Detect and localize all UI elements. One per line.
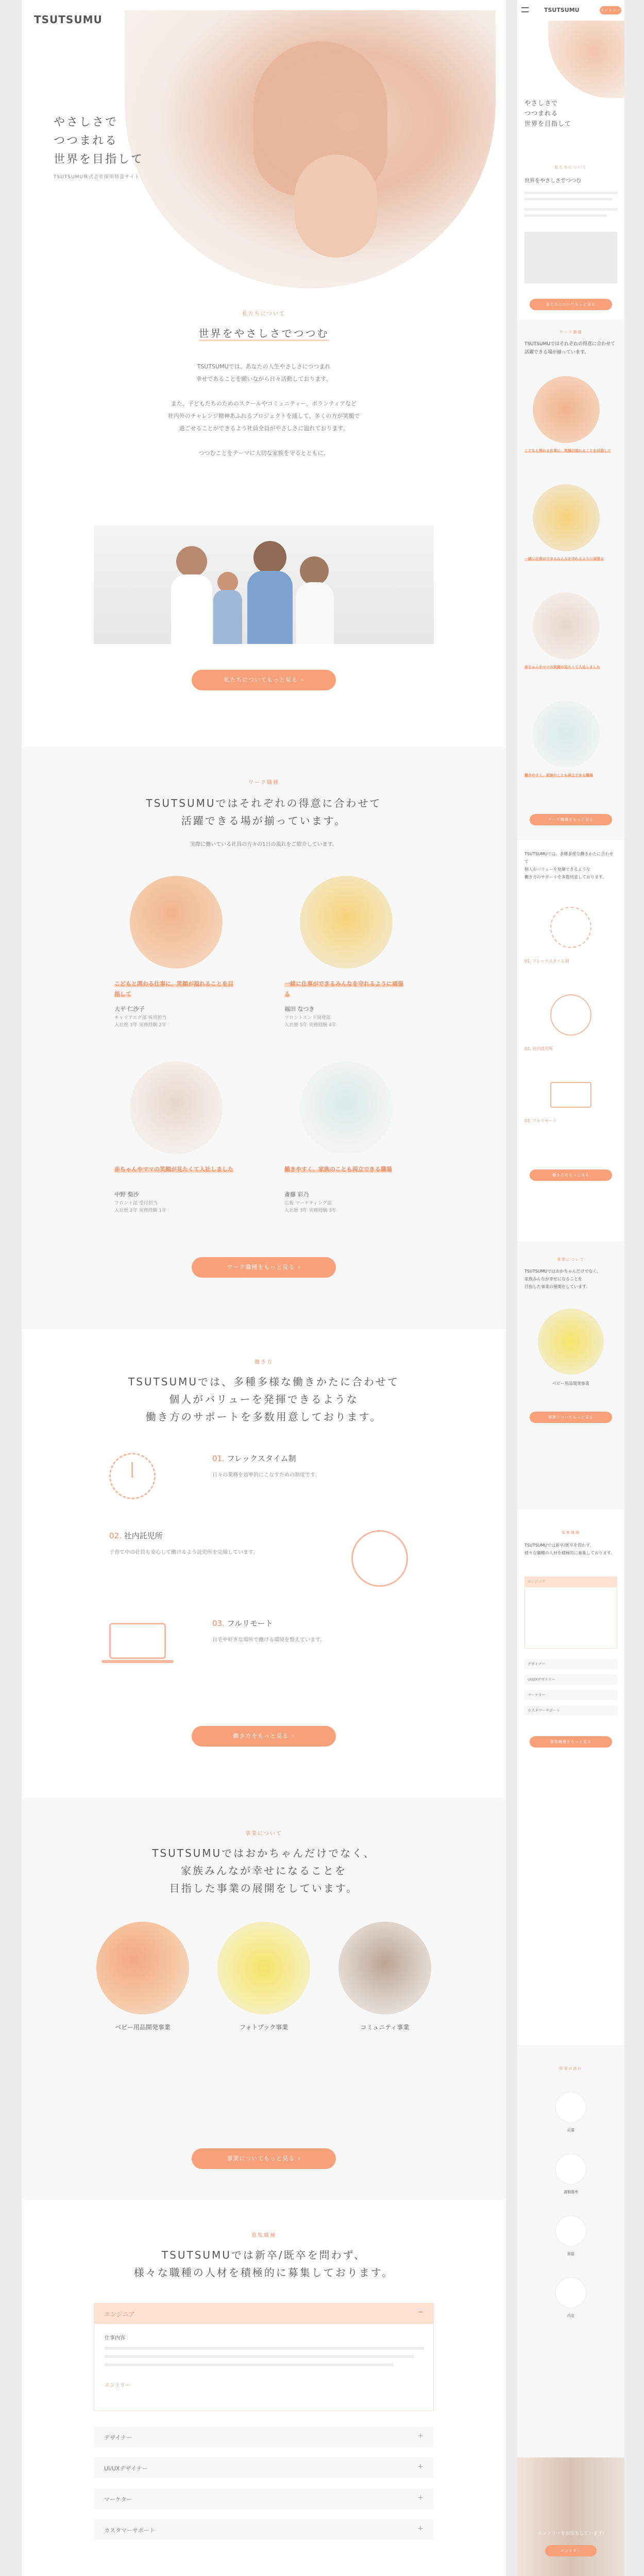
sp-body-line [524,208,617,211]
sp-section-title: TSUTSUMUでは、多種多様な働きかたに合わせて 個人がバリューを発揮できるような 働き方のサポートを多数用意しております。 [524,852,614,879]
job-accordion-open[interactable] [94,2303,434,2324]
plus-icon: + [417,2463,423,2471]
job-name: マーケター [104,2496,132,2503]
sp-workstyle-heading: 03. フルリモート [524,1118,557,1123]
business-more-button[interactable]: 事業についてもっと見る › [192,2148,336,2169]
sp-workstyle-heading: 02. 社内託児所 [524,1046,553,1051]
workstyle-heading: 02. 社内託児所 [109,1531,163,1540]
sp-entry-button[interactable]: エントリー [600,6,621,14]
person-photo [130,876,223,969]
about-more-button[interactable]: 私たちについてもっと見る › [192,670,336,690]
person-role: 入社歴 3年 実務経験 3年 [284,1208,337,1213]
person-role: フロントエンド開発部 [284,1015,331,1021]
sp-step-name: 書類選考 [564,2190,578,2194]
family-photo [94,526,434,644]
person-quote: 一緒に仕事ができるみんなを守れるように頑張る [284,980,403,997]
minus-icon: − [417,2308,423,2316]
sp-person-quote: 一緒に仕事ができるみんなを守れるように頑張る [524,557,604,561]
sp-workstyle-more-button[interactable]: 働き方をもっと見る [530,1170,612,1181]
plus-icon: + [417,2494,423,2502]
person-name: 斎藤 彩乃 [284,1191,309,1198]
job-detail-label: 仕事内容 [105,2335,125,2341]
sp-job-accordion[interactable]: デザイナー [524,1659,617,1669]
plus-icon: + [417,2524,423,2533]
hero-image [125,10,496,289]
sp-step-name: 内定 [567,2314,574,2318]
person-name: 中野 梨沙 [114,1191,139,1198]
sp-section-label: 採用の流れ [559,2066,583,2071]
person-role: 入社歴 3年 実務経験 2年 [114,1023,167,1028]
sp-laptop-icon [550,1082,591,1108]
sp-person-photo [533,592,600,659]
sp-about-more-button[interactable]: 私たちについてもっと見る [530,299,612,310]
laptop-base [101,1660,174,1663]
workstyle-section [22,1329,506,1798]
sp-job-accordion[interactable]: UI/UXデザイナー [524,1674,617,1685]
sp-section-label: 私たちについて [554,165,587,170]
baby-icon [351,1530,408,1587]
sp-page [517,0,624,2576]
section-title: TSUTSUMUではそれぞれの得意に合わせて 活躍できる場が揃っています。 [146,797,382,827]
sp-work-more-button[interactable]: ワーク職種をもっと見る [530,814,612,825]
person-role: フロント部 受付担当 [114,1201,158,1206]
sp-business [517,1242,624,1510]
work-sub: 実際に働いている社員の方々の1日の流れをご紹介しています。 [190,842,337,848]
sp-job-accordion-open[interactable]: エンジニア [524,1577,617,1587]
person-photo [130,1061,223,1154]
sp-work [517,319,624,840]
sp-step-icon [555,2154,586,2184]
job-name: カスタマーサポート [104,2527,155,2534]
business-photo [96,1922,189,2014]
hamburger-icon[interactable] [521,7,529,12]
sp-job-detail [524,1587,617,1649]
sp-workstyle-heading: 01. フレックスタイム制 [524,959,569,963]
pc-page [22,0,506,2576]
job-detail-line [105,2363,393,2366]
job-accordion[interactable] [94,2458,434,2478]
hero-line: つつまれる [54,134,118,147]
sp-section-label: 募集職種 [562,1531,580,1535]
sp-header [517,0,624,21]
sp-step-icon [555,2215,586,2246]
sp-person-quote: 働きやすく、家族のことも両立できる職場 [524,773,593,777]
workstyle-item [99,1525,429,1592]
job-name: デザイナー [104,2434,132,2441]
hero-line: やさしさで [54,116,118,129]
job-detail [94,2324,434,2411]
section-label: 私たちについて [242,311,285,317]
workstyle-item [99,1613,429,1680]
logo[interactable]: TSUTSUMU [34,13,103,26]
workstyle-heading: 03. フルリモート [212,1619,273,1628]
sp-step-icon [555,2092,586,2123]
business-name: フォトブック事業 [239,2024,289,2031]
workstyle-desc: 日々の業務を効率的にこなすための制度です。 [212,1472,320,1478]
sp-clock-icon [550,907,591,948]
sp-hero-image [548,21,624,98]
sp-hero-copy: やさしさで つつまれる 世界を目指して [524,99,572,127]
work-section [22,747,506,1329]
section-label: 募集職種 [251,2233,276,2239]
sp-section-label: 事業について [557,1258,585,1262]
business-name: コミュニティ事業 [360,2024,410,2031]
person-photo [300,876,393,969]
sp-section-title: TSUTSUMUではそれぞれの得意に合わせて 活躍できる場が揃っています。 [524,342,615,355]
job-accordion[interactable] [94,2488,434,2509]
person-name: 大平 仁沙子 [114,1006,145,1012]
hero-sub: TSUTSUMU株式会社採用特設サイト [54,175,140,180]
sp-section-title: TSUTSUMUでは新卒/既卒を問わず、 様々な職種の人材を積極的に募集しております。 [524,1543,615,1555]
person-role: 広報 マーケティング部 [284,1201,332,1206]
about-body: TSUTSUMUでは、あなたの人生やさしさにつつまれ 幸せであることを願いながら日々活動しております。 また、子どもたちのためのスクールやコミュニティー、ボランティアなど 社内外のチャレンジ精神あふれるプロジェクトを通して、多くの方が笑顔で 過ごせることができるよう社員全員がやさしさに溢れております。 つつむことをテーマに大切な家族を守るとともに、 [167,363,360,456]
person [217,572,238,592]
person-name: 福田 なつき [284,1006,315,1012]
person [213,590,242,644]
sp-jobs [517,1510,624,2045]
business-photo [217,1922,310,2014]
business-name: ベビー用品開発事業 [115,2024,171,2031]
person-role: 入社歴 5年 実務経験 4年 [284,1023,337,1028]
sp-business-name: ベビー用品開発事業 [552,1381,589,1386]
workstyle-more-button[interactable]: 働き方をもっと見る › [192,1726,336,1747]
sp-section-title: 世界をやさしさでつつむ [524,178,581,184]
hand-shape [295,155,377,258]
sp-section-title: TSUTSUMUではおかちゃんだけでなく、 家族みんなが幸せになることを 目指した事業の展開をしています。 [524,1269,601,1289]
section-label: 事業について [245,1831,282,1837]
sp-cta [517,2458,624,2576]
workstyle-desc: 子育て中の社員も安心して働けるよう託児所を完備しています。 [109,1550,259,1555]
section-label: ワーク職種 [248,780,279,786]
section-label: 働き方 [255,1360,273,1365]
sp-flow [517,2045,624,2458]
sp-body-line [524,192,617,194]
sp-section-label: ワーク職種 [559,330,583,334]
laptop-icon [109,1623,166,1659]
person-role: 入社歴 2年 実務経験 1年 [114,1208,167,1213]
job-detail-line [105,2347,424,2350]
business-section [22,1798,506,2200]
person [253,541,286,574]
person-quote: こどもと関わる仕事に、笑顔が溢れることを目指して [114,980,233,997]
sp-person-photo [533,484,600,551]
sp-step-icon [555,2277,586,2308]
sp-person-photo [533,701,600,768]
section-title: 世界をやさしさでつつむ [22,325,506,342]
sp-person-quote: 赤ちゃんやママの笑顔が見たくて入社しました [524,665,600,669]
jobs-section [22,2200,506,2576]
person [247,571,293,644]
person [296,582,334,644]
job-name: UI/UXデザイナー [104,2465,148,2472]
plus-icon: + [417,2432,423,2440]
sp-family-photo [524,232,617,283]
sp-step-name: 面接 [567,2252,574,2256]
sp-body-line [524,214,607,217]
sp-cta-button[interactable]: エントリー [545,2545,597,2556]
business-photo [338,1922,431,2014]
job-entry-link[interactable]: エントリー [105,2383,130,2388]
sp-person-quote: こどもと関わる仕事に、笑顔が溢れることを目指して [524,449,611,453]
person-photo [300,1061,393,1154]
person [300,556,329,585]
sp-logo[interactable]: TSUTSUMU [544,7,580,13]
sp-job-accordion[interactable]: カスタマーサポート [524,1705,617,1716]
about-section [22,289,506,747]
sp-step-name: 応募 [567,2128,574,2132]
sp-person-photo [533,376,600,443]
hero-copy [54,113,144,180]
workstyle-desc: 自宅や好きな場所で働ける環境を整えています。 [212,1637,326,1643]
person-role: キャリアエグ部 採用担当 [114,1015,167,1021]
sp-workstyle [517,840,624,1242]
section-title: TSUTSUMUではおかちゃんだけでなく、 家族みんなが幸せになることを 目指した事業の展開をしています。 [152,1847,376,1894]
job-detail-line [105,2355,414,2358]
person-quote: 働きやすく、家族のことも両立できる職場 [284,1166,392,1173]
workstyle-heading: 01. フレックスタイム制 [212,1454,296,1463]
workstyle-item [99,1448,429,1504]
person [171,574,212,644]
job-name: エンジニア [104,2311,135,2318]
sp-cta-title: エントリーをお待ちしています! [537,2531,604,2536]
sp-business-photo [538,1309,604,1375]
person-quote: 赤ちゃんやママの笑顔が見たくて入社しました [114,1166,233,1173]
clock-hand [131,1462,133,1478]
job-accordion[interactable] [94,2519,434,2540]
section-title: TSUTSUMUでは新卒/既卒を問わず、 様々な職種の人材を積極的に募集しております。 [133,2249,394,2279]
job-accordion[interactable] [94,2427,434,2447]
sp-body-line [524,198,612,200]
hero-line: 世界を目指して [54,153,144,166]
person [176,546,207,577]
section-title: TSUTSUMUでは、多種多様な働きかたに合わせて 個人がバリューを発揮できるような 働き方のサポートを多数用意しております。 [128,1376,399,1423]
sp-baby-icon [550,994,591,1036]
sp-business-more-button[interactable]: 事業についてもっと見る [530,1412,612,1423]
work-more-button[interactable]: ワーク職種をもっと見る › [192,1257,336,1278]
sp-job-accordion[interactable]: マーケター [524,1690,617,1700]
sp-jobs-more-button[interactable]: 募集職種をもっと見る [530,1736,612,1748]
